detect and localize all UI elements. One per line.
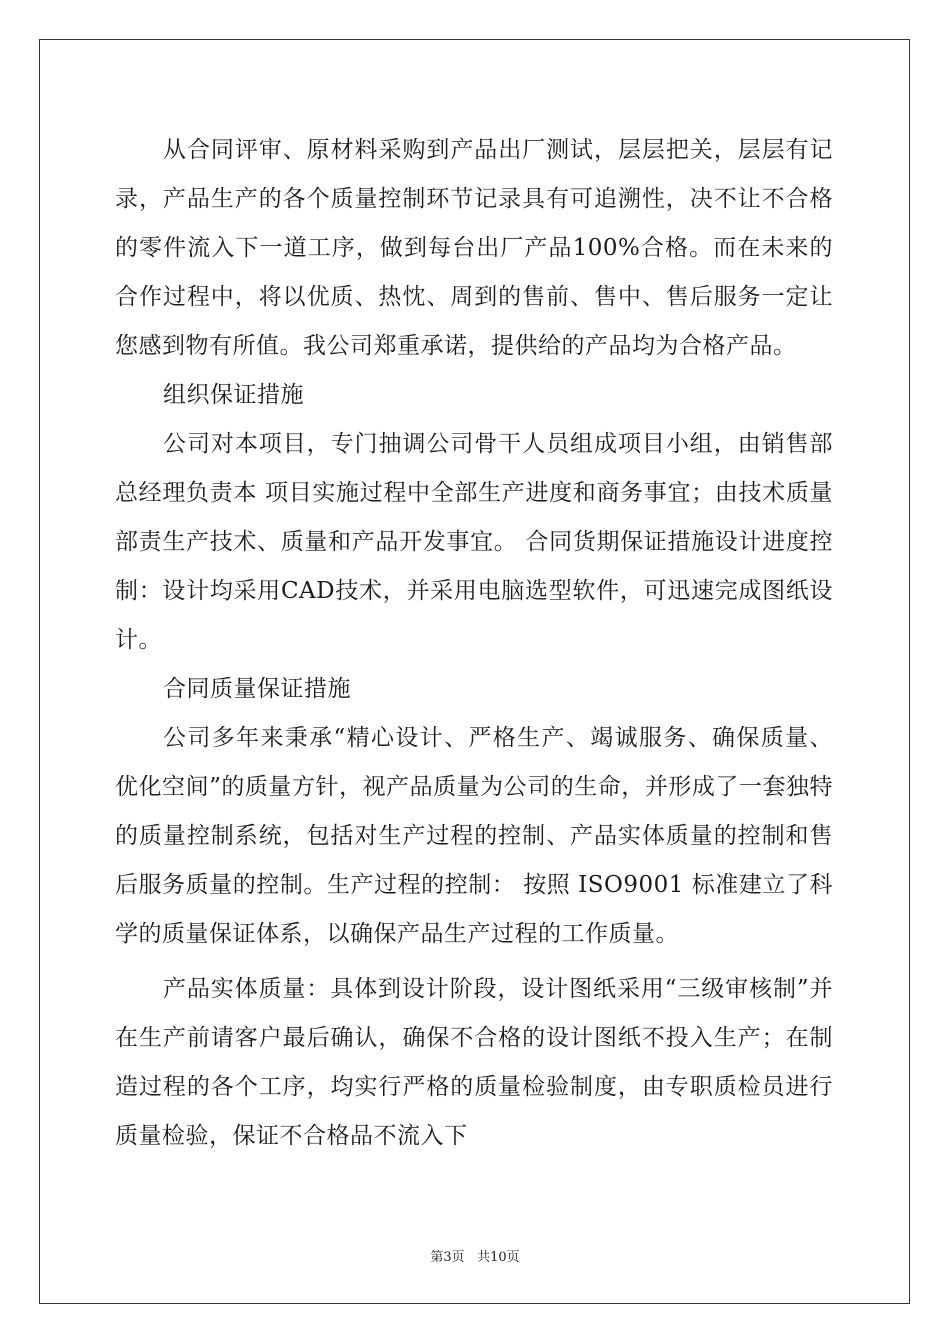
page-number: 第3页 [430, 1250, 465, 1265]
heading-organization-guarantee: 组织保证措施 [163, 382, 304, 408]
paragraph-quality-policy: 公司多年来秉承“精心设计、严格生产、竭诚服务、确保质量、优化空间”的质量方针，视产品质量为公司的生命，并形成了一套独特的质量控制系统，包括对生产过程的控制、产品实体质量的控制和售后服务质量的控制。生产过程的控制： 按照 ISO9001 标准建立了科学的质量保证体系，以确保产品生产过程的工作质量。 [115, 725, 833, 947]
page-footer [0, 1246, 950, 1265]
paragraph-project-team: 公司对本项目，专门抽调公司骨干人员组成项目小组，由销售部总经理负责本 项目实施过程中全部生产进度和商务事宜；由技术质量部责生产技术、质量和产品开发事宜。 合同货期保证措施设计进度控制：设计均采用CAD技术，并采用电脑选型软件，可迅速完成图纸设计。 [115, 431, 833, 653]
paragraph-product-quality: 产品实体质量：具体到设计阶段，设计图纸采用“三级审核制”并在生产前请客户最后确认，确保不合格的设计图纸不投入生产；在制造过程的各个工序，均实行严格的质量检验制度，由专职质检员进行质量检验，保证不合格品不流入下 [115, 976, 833, 1149]
heading-contract-quality-guarantee: 合同质量保证措施 [163, 676, 351, 702]
page-total: 共10页 [477, 1250, 520, 1265]
document-body [115, 126, 833, 1161]
paragraph-quality-control-record: 从合同评审、原材料采购到产品出厂测试，层层把关，层层有记录，产品生产的各个质量控制环节记录具有可追溯性，决不让不合格的零件流入下一道工序，做到每台出厂产品100%合格。而在未来的合作过程中，将以优质、热忱、周到的售前、售中、售后服务一定让您感到物有所值。我公司郑重承诺，提供给的产品均为合格产品。 [115, 137, 833, 359]
